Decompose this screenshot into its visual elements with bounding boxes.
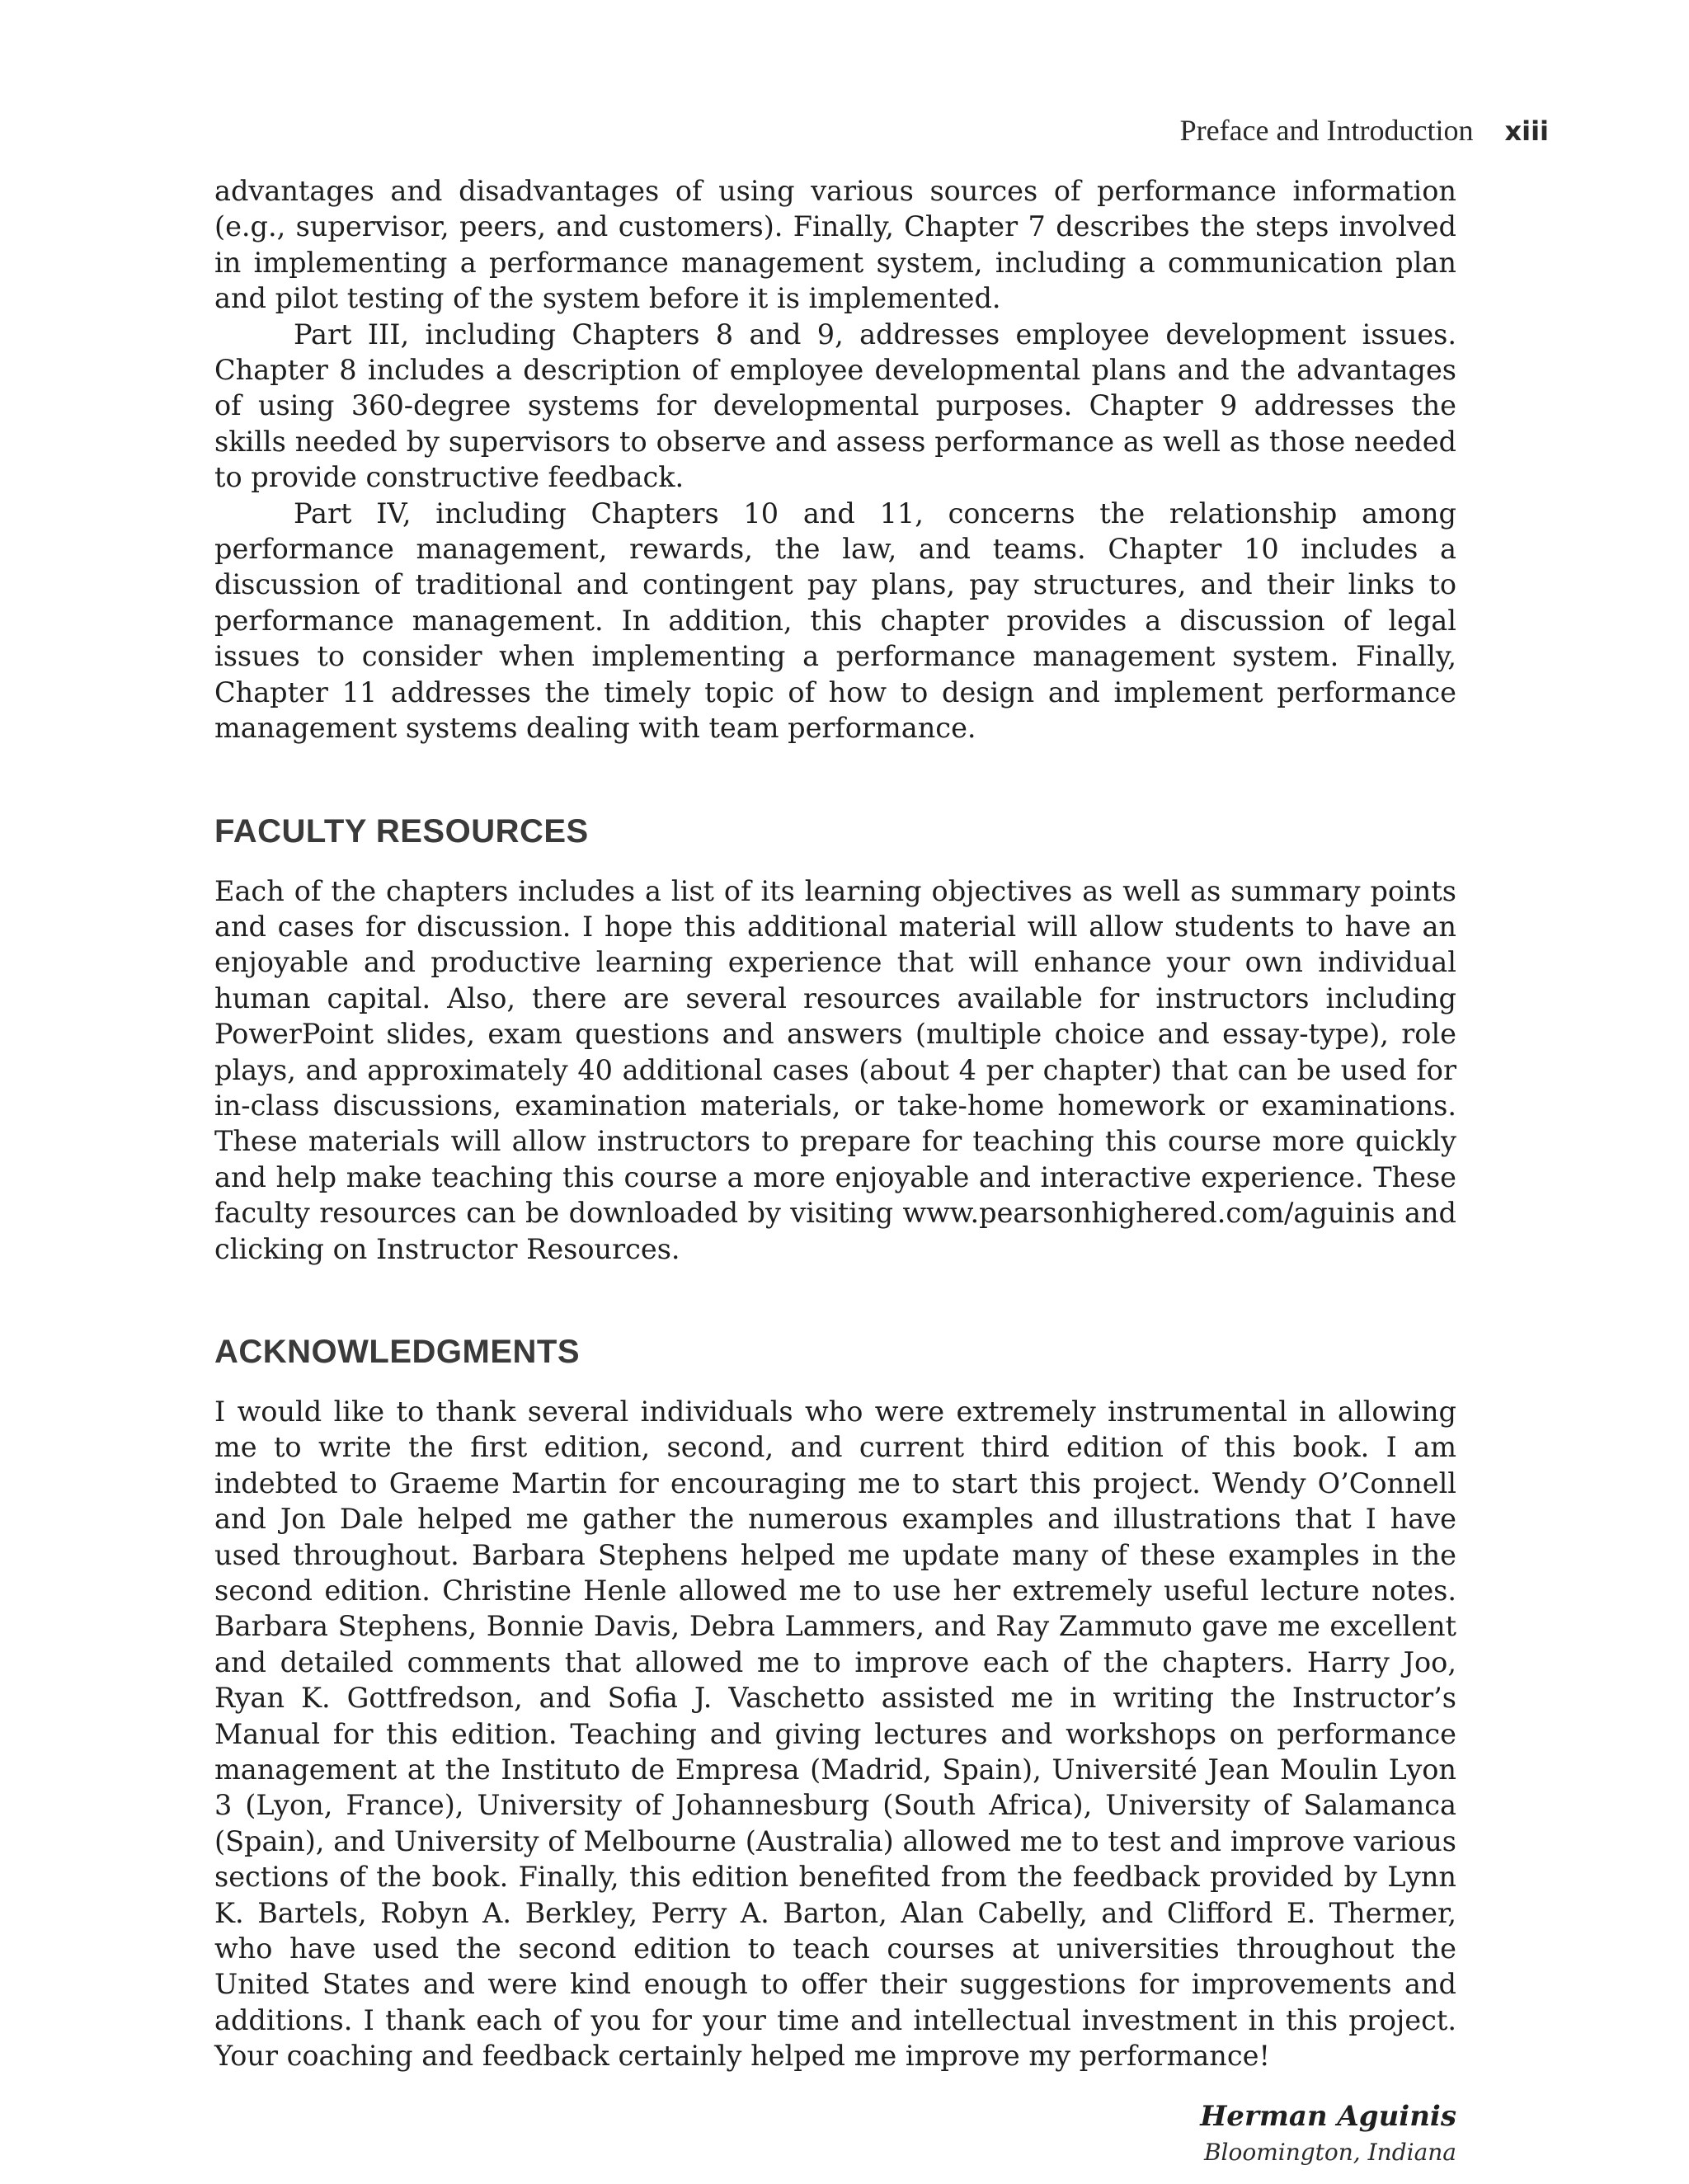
faculty-resources-heading: FACULTY RESOURCES [214,812,589,850]
signature-block [214,2097,1456,2170]
running-head-title: Preface and Introduction [1179,114,1474,147]
faculty-resources-paragraph: Each of the chapters includes a list of its learning objectives as well as summary points and cases for discussion. I hope this additional material will allow students to have an enjoyable and productive learning experience that will enhance your own individual human capital. Also, there are several resources available for instructors including PowerPoint slides, exam questions and answers (multiple choice and essay-type), role plays, and approximately 40 additional cases (about 4 per chapter) that can be used for in-class discussions, examination materials, or take-home homework or examinations. These materials will allow instructors to prepare for teaching this course more quickly and help make teaching this course a more enjoyable and interactive experience. These faculty resources can be downloaded by visiting www.pearsonhighered.com/aguinis and clicking on Instructor Resources. [214,874,1456,1265]
author-location: Bloomington, Indiana [1203,2138,1456,2166]
intro-paragraph-part-three: Part III, including Chapters 8 and 9, addresses employee development issues. Chapter 8 includes a description of employee developmental plans and the advantages of using 360-degree systems for developmental purposes. Chapter 9 addresses the skills needed by supervisors to observe and assess performance as well as those needed to provide constructive feedback. [214,318,1456,494]
running-head [1180,111,1549,151]
author-name: Herman Aguinis [1200,2099,1456,2133]
acknowledgments-paragraph: I would like to thank several individuals who were extremely instrumental in allowing me to write the first edition, second, and current third edition of this book. I am indebted to Graeme Martin for encouraging me to start this project. Wendy O’Connell and Jon Dale helped me gather the numerous examples and illustrations that I have used throughout. Barbara Stephens helped me update many of these examples in the second edition. Christine Henle allowed me to use her extremely useful lecture notes. Barbara Stephens, Bonnie Davis, Debra Lammers, and Ray Zammuto gave me excellent and detailed comments that allowed me to improve each of the chapters. Harry Joo, Ryan K. Gottfredson, and Sofia J. Vaschetto assisted me in writing the Instructor’s Manual for this edition. Teaching and giving lectures and workshops on performance management at the Instituto de Empresa (Madrid, Spain), Université Jean Moulin Lyon 3 (Lyon, France), University of Johannesburg (South Africa), University of Salamanca (Spain), and University of Melbourne (Australia) allowed me to test and improve various sections of the book. Finally, this edition benefited from the feedback provided by Lynn K. Bartels, Robyn A. Berkley, Perry A. Barton, Alan Cabelly, and Clifford E. Thermer, who have used the second edition to teach courses at universities throughout the United States and were kind enough to offer their suggestions for improvements and additions. I thank each of you for your time and intellectual investment in this project. Your coaching and feedback certainly helped me improve my performance! [214,1395,1456,2073]
page-body [214,173,1456,2170]
intro-paragraph-continued: advantages and disadvantages of using various sources of performance information (e.g., supervisor, peers, and customers). Finally, Chapter 7 describes the steps involved in implementing a performance management system, including a communication plan and pilot testing of the system before it is implemented. [214,175,1456,315]
acknowledgments-heading: ACKNOWLEDGMENTS [214,1333,581,1370]
intro-paragraph-part-four: Part IV, including Chapters 10 and 11, concerns the relationship among performance management, rewards, the law, and teams. Chapter 10 includes a discussion of traditional and contingent pay plans, pay structures, and their links to performance management. In addition, this chapter provides a discussion of legal issues to consider when implementing a performance management system. Finally, Chapter 11 addresses the timely topic of how to design and implement performance management systems dealing with team performance. [214,497,1456,745]
page-number: xiii [1504,115,1549,147]
